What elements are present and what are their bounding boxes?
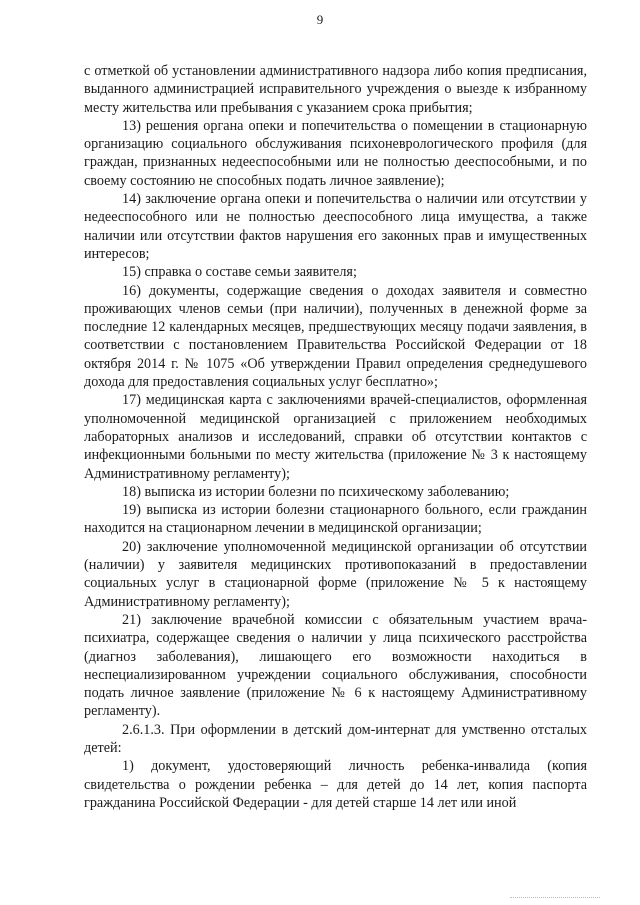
paragraph-section-2-6-1-3: 2.6.1.3. При оформлении в детский дом-интернат для умственно отсталых детей: bbox=[84, 721, 587, 756]
paragraph-item-14: 14) заключение органа опеки и попечительства о наличии или отсутствии у недееспособного или не полностью дееспособного лица имущества, а также наличии или отсутствии фактов нарушения его законных прав и имущественных интересов; bbox=[84, 191, 587, 262]
paragraph-item-16: 16) документы, содержащие сведения о доходах заявителя и совместно проживающих членов семьи (при наличии), полученных в денежной форме за последние 12 календарных месяцев, предшествующих месяцу подачи заявления, в соответствии с постановлением Правительства Российской Федерации от 18 октября 2014 г. № 1075 «Об утверждении Правил определения среднедушевого дохода для предоставления социальных услуг бесплатно»; bbox=[84, 282, 587, 391]
paragraph-item-17: 17) медицинская карта с заключениями врачей-специалистов, оформленная уполномоченной медицинской организацией с приложением необходимых лабораторных анализов и исследований, справки об отсутствии контактов с инфекционными больными по месту жительства (приложение № 3 к настоящему Административному регламенту); bbox=[84, 392, 587, 482]
document-body bbox=[84, 62, 587, 812]
paragraph-item-21: 21) заключение врачебной комиссии с обязательным участием врача-психиатра, содержащее сведения о наличии у лица психического расстройства (диагноз заболевания), лишающего его возможности находиться в неспециализированном учреждении социального обслуживания, способности подать личное заявление (приложение № 6 к настоящему Административному регламенту). bbox=[84, 611, 587, 720]
page-number: 9 bbox=[316, 12, 324, 27]
paragraph-item-20: 20) заключение уполномоченной медицинской организации об отсутствии (наличии) у заявителя медицинских противопоказаний в предоставлении социальных услуг в стационарной форме (приложение № 5 к настоящему Административному регламенту); bbox=[84, 538, 587, 610]
paragraph-continuation: с отметкой об установлении административного надзора либо копия предписания, выданного администрацией исправительного учреждения о выезде к избранному месту жительства или пребывания с указанием срока прибытия; bbox=[84, 63, 587, 116]
scan-artifact bbox=[510, 897, 600, 899]
paragraph-subitem-1: 1) документ, удостоверяющий личность ребенка-инвалида (копия свидетельства о рождении ребенка – для детей до 14 лет, копия паспорта гражданина Российской Федерации - для детей старше 14 лет или иной bbox=[84, 758, 587, 811]
paragraph-item-15: 15) справка о составе семьи заявителя; bbox=[122, 264, 357, 281]
paragraph-item-18: 18) выписка из истории болезни по психическому заболеванию; bbox=[122, 483, 510, 500]
paragraph-item-13: 13) решения органа опеки и попечительства о помещении в стационарную организацию социального обслуживания психоневрологического профиля (для граждан, признанных недееспособными или не полностью дееспособными, и по своему состоянию не способных подать личное заявление); bbox=[84, 117, 587, 189]
paragraph-item-19: 19) выписка из истории болезни стационарного больного, если гражданин находится на стационарном лечении в медицинской организации; bbox=[84, 502, 587, 537]
